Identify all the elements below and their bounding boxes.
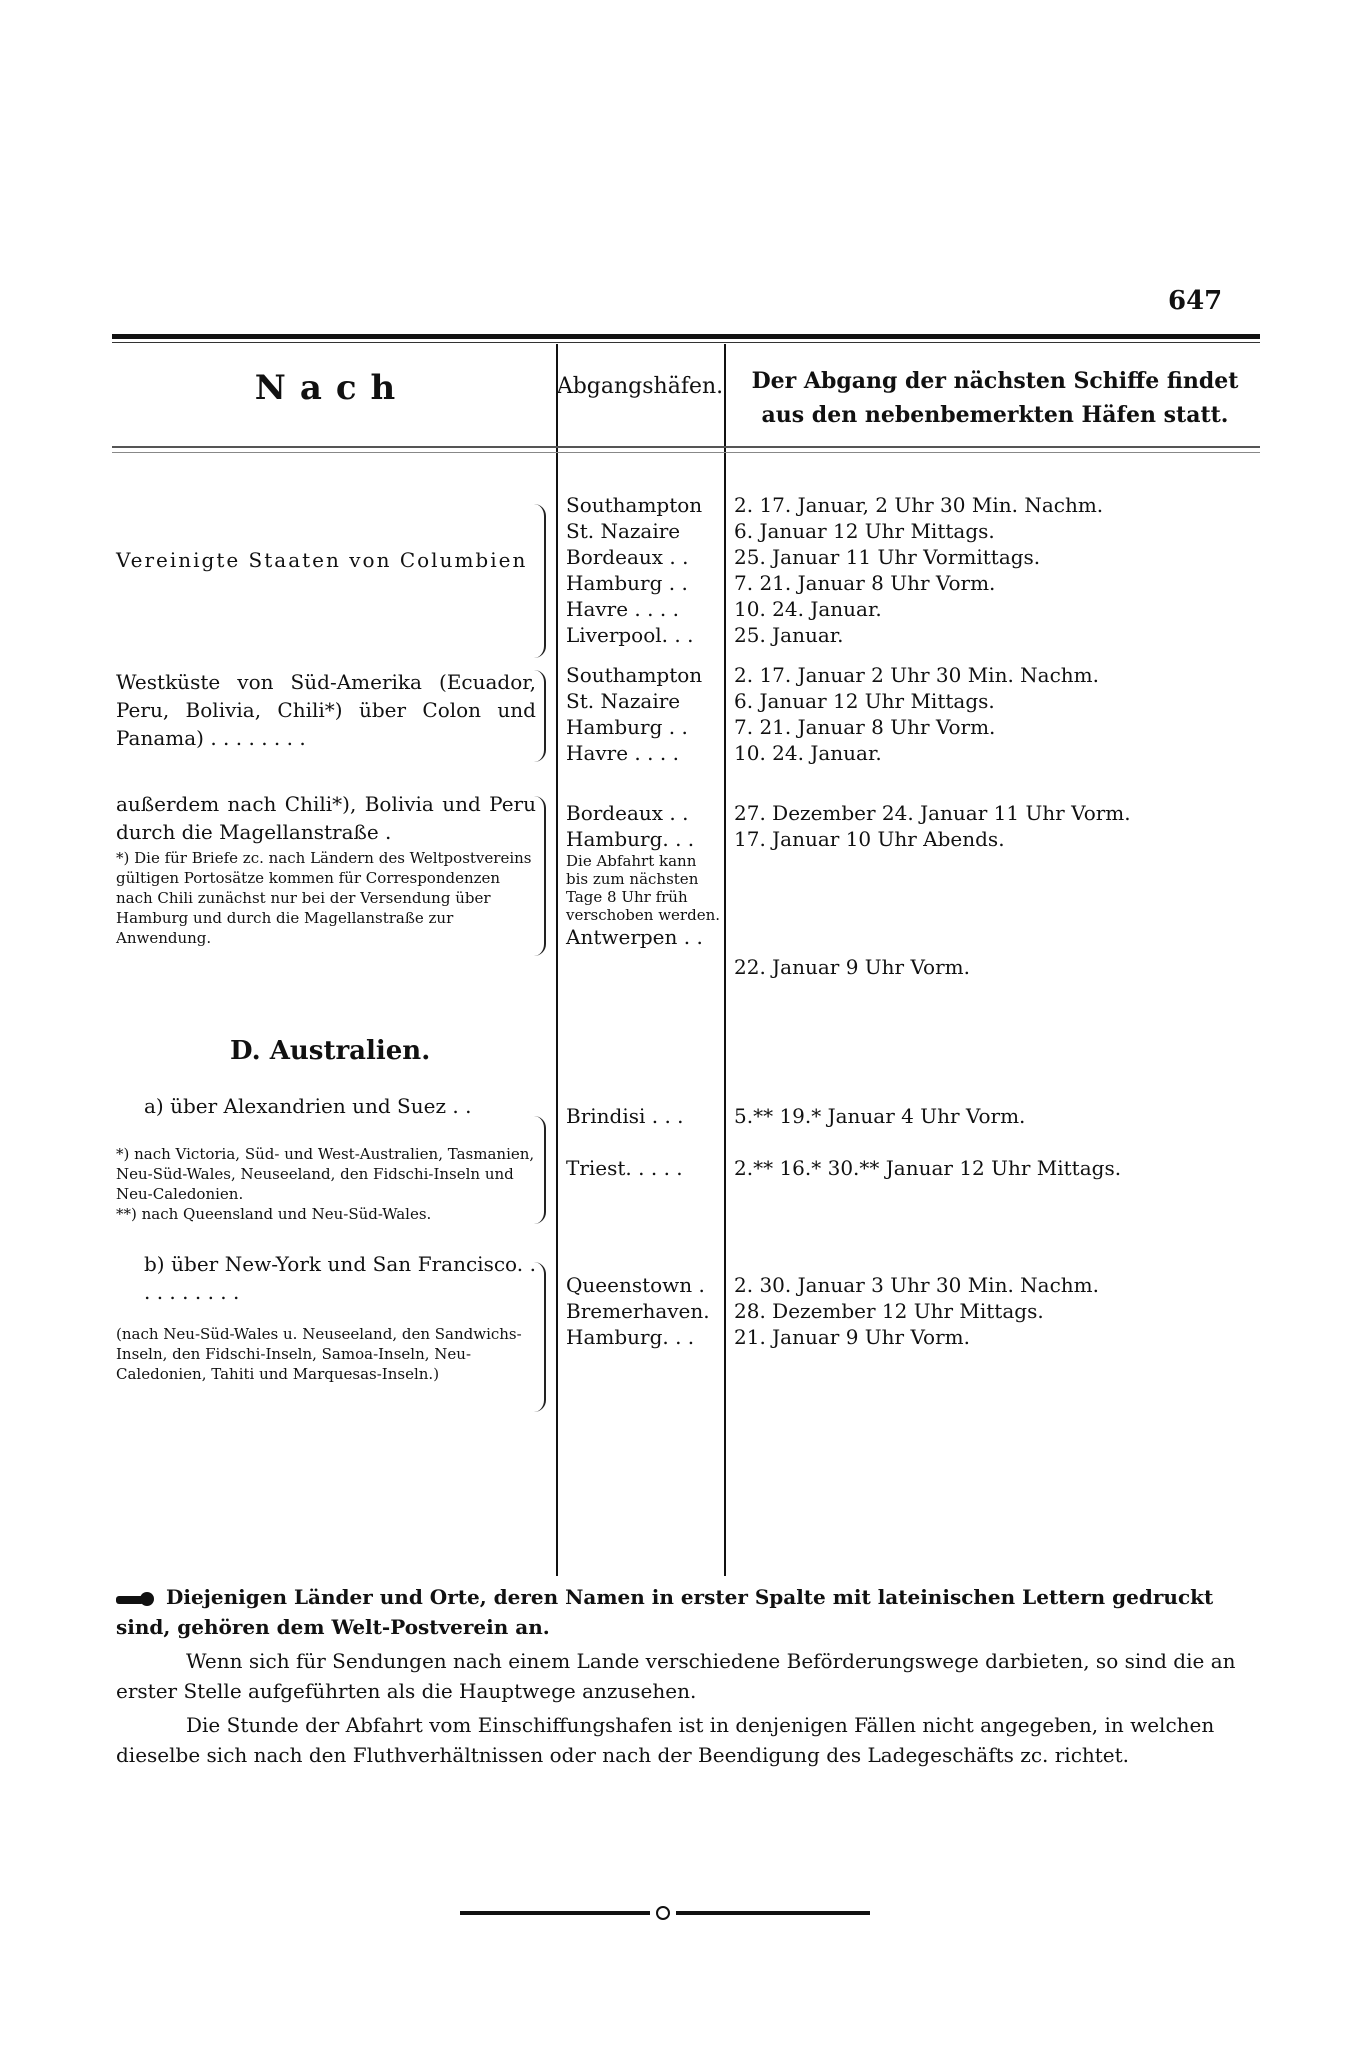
brace [532, 1262, 546, 1412]
departure: 2. 30. Januar 3 Uhr 30 Min. Nachm. [734, 1273, 1099, 1297]
ornament-divider [460, 1906, 870, 1920]
departure: 2.** 16.* 30.** Januar 12 Uhr Mittags. [734, 1156, 1122, 1180]
port: St. Nazaire [566, 519, 681, 543]
destination-suez: a) über Alexandrien und Suez . . [144, 1094, 472, 1118]
header-next-ships: Der Abgang der nächsten Schiffe findet aus den nebenbemerkten Häfen statt. [751, 368, 1239, 428]
departure: 6. Januar 12 Uhr Mittags. [734, 519, 995, 543]
port: Queenstown . [566, 1273, 705, 1297]
page-number: 647 [1168, 286, 1223, 316]
section-title-australien: D. Australien. [230, 1036, 431, 1066]
column-divider [556, 344, 558, 1576]
port: Bremerhaven. [566, 1299, 710, 1323]
port: Liverpool. . . [566, 623, 694, 647]
port: Hamburg . . [566, 571, 688, 595]
port: Southampton [566, 493, 703, 517]
departure: 17. Januar 10 Uhr Abends. [734, 827, 1005, 851]
brace [532, 1116, 546, 1224]
port: Bordeaux . . [566, 545, 689, 569]
note-neu-sued-wales: (nach Neu-Süd-Wales u. Neuseeland, den Sandwichs-Inseln, den Fidschi-Inseln, Samoa-Inseln, Neu-Caledonien, Tahiti und Marquesas-Inseln.) [116, 1325, 522, 1383]
departure: 21. Januar 9 Uhr Vorm. [734, 1325, 970, 1349]
ornament-dot [656, 1906, 670, 1920]
departure: 10. 24. Januar. [734, 597, 882, 621]
departure: 2. 17. Januar, 2 Uhr 30 Min. Nachm. [734, 493, 1104, 517]
port: Hamburg. . . [566, 1325, 695, 1349]
port: Brindisi . . . [566, 1104, 684, 1128]
destination-columbien: Vereinigte Staaten von Columbien [116, 548, 528, 572]
departures-new-york [734, 1272, 1254, 1350]
departures-magellan [734, 800, 1254, 852]
brace [532, 504, 546, 658]
ports-new-york [566, 1272, 722, 1350]
footer-para-2: Die Stunde der Abfahrt vom Einschiffungshafen ist in denjenigen Fällen nicht angegeben, in welchen dieselbe sich nach den Fluthverhältnissen oder nach der Beendigung des Ladegeschäfts zc. richtet. [116, 1713, 1215, 1767]
footnote-victoria: *) nach Victoria, Süd- und West-Australien, Tasmanien, Neu-Süd-Wales, Neuseeland, den Fidschi-Inseln und Neu-Caledonien. [116, 1145, 535, 1203]
footnote-chili: *) Die für Briefe zc. nach Ländern des Weltpostvereins gültigen Portosätze kommen für Correspondenzen nach Chili zunächst nur bei der Versendung über Hamburg und durch die Magellanstraße zur Anwendung. [116, 849, 532, 947]
departure-antwerpen [734, 954, 1254, 980]
port: Bordeaux . . [566, 801, 689, 825]
footnote-queensland: **) nach Queensland und Neu-Süd-Wales. [116, 1205, 432, 1223]
departure: 25. Januar. [734, 623, 844, 647]
departure: 7. 21. Januar 8 Uhr Vorm. [734, 571, 996, 595]
header-abgangshaefen: Abgangshäfen. [556, 374, 724, 399]
port: Havre . . . . [566, 741, 679, 765]
departure: 6. Januar 12 Uhr Mittags. [734, 689, 995, 713]
ports-magellan [566, 800, 722, 950]
departure: 10. 24. Januar. [734, 741, 882, 765]
port: St. Nazaire [566, 689, 681, 713]
departure: 27. Dezember 24. Januar 11 Uhr Vorm. [734, 801, 1131, 825]
column-divider [724, 344, 726, 1576]
port-note: Die Abfahrt kann bis zum nächsten Tage 8 Uhr früh verschoben werden. [566, 852, 721, 924]
departure: 7. 21. Januar 8 Uhr Vorm. [734, 715, 996, 739]
port: Hamburg . . [566, 715, 688, 739]
port: Antwerpen . . [566, 925, 703, 949]
footer-note-text: Diejenigen Länder und Orte, deren Namen in erster Spalte mit lateinischen Lettern gedruckt sind, gehören dem Welt-Postverein an. [116, 1585, 1214, 1639]
departure: 28. Dezember 12 Uhr Mittags. [734, 1299, 1044, 1323]
brace [532, 796, 546, 956]
header-rule-thin [112, 452, 1260, 453]
port: Hamburg. . . [566, 827, 695, 851]
footer-para-1: Wenn sich für Sendungen nach einem Lande verschiedene Beförderungswege darbieten, so sind die an erster Stelle aufgeführten als die Hauptwege anzusehen. [116, 1649, 1236, 1703]
departures-westkueste [734, 662, 1254, 766]
departures-columbien [734, 492, 1254, 648]
top-rule [112, 334, 1260, 339]
departure: 22. Januar 9 Uhr Vorm. [734, 955, 970, 979]
ornament-bar [676, 1911, 870, 1915]
destination-westkueste: Westküste von Süd-Amerika (Ecuador, Peru, Bolivia, Chili*) über Colon und Panama) . . . . . . . . [116, 670, 536, 750]
destination-new-york: b) über New-York und San Francisco. . . . . . . . . . [144, 1252, 536, 1304]
ports-westkueste [566, 662, 722, 766]
port: Southampton [566, 663, 703, 687]
departure: 25. Januar 11 Uhr Vormittags. [734, 545, 1041, 569]
departure: 5.** 19.* Januar 4 Uhr Vorm. [734, 1104, 1026, 1128]
footer-note-bold [116, 1582, 1266, 1642]
ports-columbien [566, 492, 722, 648]
pointing-hand-icon [116, 1590, 156, 1608]
ornament-bar [460, 1911, 650, 1915]
footer-notes [116, 1582, 1266, 1774]
port: Triest. . . . . [566, 1156, 683, 1180]
departure: 2. 17. Januar 2 Uhr 30 Min. Nachm. [734, 663, 1099, 687]
header-rule [112, 446, 1260, 448]
brace [532, 670, 546, 762]
port: Havre . . . . [566, 597, 679, 621]
ports-suez [566, 1090, 722, 1194]
departures-suez [734, 1090, 1254, 1194]
destination-magellan: außerdem nach Chili*), Bolivia und Peru durch die Magellanstraße . [116, 792, 536, 844]
top-rule-thin [112, 342, 1260, 343]
header-nach: Nach [254, 368, 410, 408]
